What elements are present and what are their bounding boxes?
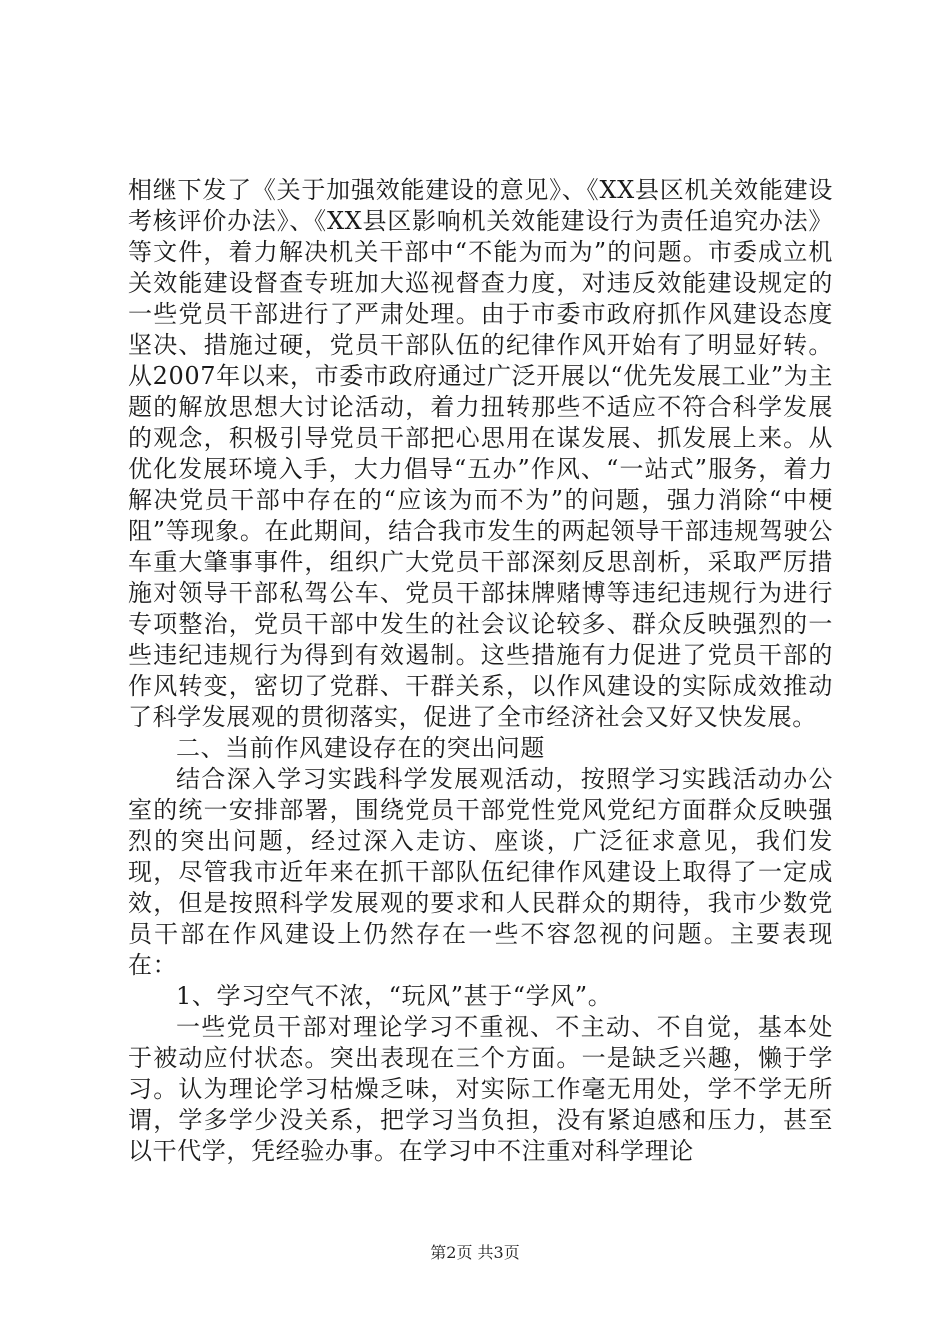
paragraph-continuation: 相继下发了《关于加强效能建设的意见》、《XX县区机关效能建设考核评价办法》、《XX县区影响机关效能建设行为责任追究办法》等文件，着力解决机关干部中“不能为而为”的问题。市委成立机关效能建设督查专班加大巡视督查力度，对违反效能建设规定的一些党员干部进行了严肃处理。由于市委市政府抓作风建设态度坚决、措施过硬，党员干部队伍的纪律作风开始有了明显好转。从2007年以来，市委市政府通过广泛开展以“优先发展工业”为主题的解放思想大讨论活动，着力扭转那些不适应不符合科学发展的观念，积极引导党员干部把心思用在谋发展、抓发展上来。从优化发展环境入手，大力倡导“五办”作风、“一站式”服务，着力解决党员干部中存在的“应该为而不为”的问题，强力消除“中梗阻”等现象。在此期间，结合我市发生的两起领导干部违规驾驶公车重大肇事事件，组织广大党员干部深刻反思剖析，采取严厉措施对领导干部私驾公车、党员干部抹牌赌博等违纪违规行为进行专项整治，党员干部中发生的社会议论较多、群众反映强烈的一些违纪违规行为得到有效遏制。这些措施有力促进了党员干部的作风转变，密切了党群、干群关系，以作风建设的实际成效推动了科学发展观的贯彻落实，促进了全市经济社会又好又快发展。 — [128, 176, 833, 731]
section-heading: 二、当前作风建设存在的突出问题 — [176, 734, 545, 762]
body-text — [128, 175, 833, 1167]
subsection-heading: 1、学习空气不浓，“玩风”甚于“学风”。 — [176, 982, 613, 1010]
paragraph-detail: 一些党员干部对理论学习不重视、不主动、不自觉，基本处于被动应付状态。突出表现在三个方面。一是缺乏兴趣，懒于学习。认为理论学习枯燥乏味，对实际工作毫无用处，学不学无所谓，学多学少没关系，把学习当负担，没有紧迫感和压力，甚至以干代学，凭经验办事。在学习中不注重对科学理论 — [128, 1013, 833, 1165]
paragraph-intro: 结合深入学习实践科学发展观活动，按照学习实践活动办公室的统一安排部署，围绕党员干部党性党风党纪方面群众反映强烈的突出问题，经过深入走访、座谈，广泛征求意见，我们发现，尽管我市近年来在抓干部队伍纪律作风建设上取得了一定成效，但是按照科学发展观的要求和人民群众的期待，我市少数党员干部在作风建设上仍然存在一些不容忽视的问题。主要表现在： — [128, 765, 833, 979]
page-number-footer: 第2页 共3页 — [430, 1243, 520, 1262]
